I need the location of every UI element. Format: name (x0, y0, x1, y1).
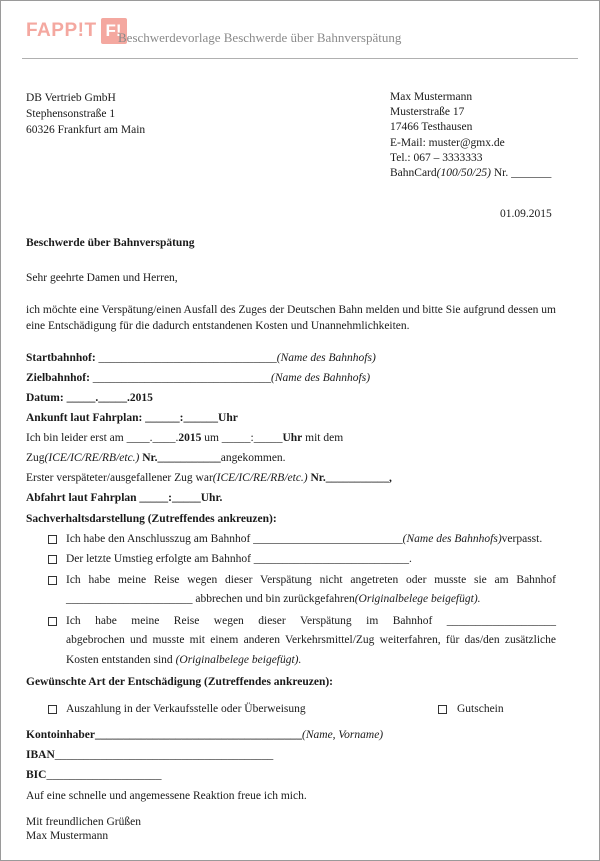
date-row[interactable]: Datum: _____._____.2015 (26, 392, 153, 404)
option-other-transport-text-1: Ich habe meine Reise wegen dieser Verspätung im Bahnhof ___________________ (66, 615, 556, 627)
sender-street: Musterstraße 17 (390, 106, 465, 119)
checkbox[interactable] (48, 555, 57, 564)
bic-row[interactable]: BIC____________________ (26, 769, 162, 781)
recipient-line: Stephensonstraße 1 (26, 108, 116, 120)
account-holder-row[interactable]: Kontoinhaber____________________________________(Name, Vorname) (26, 729, 384, 741)
option-missed-connection-text: Ich habe den Anschlusszug am Bahnhof __________________________(Name des Bahnhofs)verpasst. (66, 533, 543, 545)
sender-name: Max Mustermann (390, 91, 473, 103)
checkbox[interactable] (48, 705, 57, 714)
actual-arrival-row[interactable]: Ich bin leider erst am ____.____.2015 um _____:_____Uhr mit dem (26, 432, 344, 444)
option-payout[interactable] (48, 703, 57, 715)
option-trip-cancelled[interactable] (48, 574, 57, 586)
checkbox[interactable] (48, 576, 57, 585)
option-other-transport-text-3: Kosten entstanden sind (Originalbelege beigefügt). (66, 654, 302, 666)
header-title: Beschwerdevorlage Beschwerde über Bahnverspätung (118, 30, 402, 45)
start-station-row: Startbahnhof: _______________________________(Name des Bahnhofs) (26, 352, 376, 364)
start-station-blank[interactable]: _______________________________ (95, 352, 277, 364)
compensation-heading: Gewünschte Art der Entschädigung (Zutreffendes ankreuzen): (26, 676, 333, 688)
first-delayed-train-row[interactable]: Erster verspäteter/ausgefallener Zug war(ICE/IC/RE/RB/etc.) Nr.___________, (26, 472, 392, 484)
option-other-transport-text-2: abgebrochen und musste mit einem anderen Verkehrsmittel/Zug weiterfahren, für das/den zusätzliche (66, 634, 556, 646)
logo (26, 16, 127, 46)
option-trip-cancelled-text-2: ______________________ abbrechen und bin zurückgefahren(Originalbelege beigefügt). (66, 593, 481, 605)
checkbox[interactable] (48, 535, 57, 544)
end-station-blank[interactable]: _______________________________ (89, 372, 272, 384)
option-other-transport[interactable] (48, 615, 57, 627)
sender-city: 17466 Testhausen (390, 121, 473, 134)
checkbox[interactable] (438, 705, 447, 714)
recipient-line: 60326 Frankfurt am Main (26, 124, 146, 136)
recipient-address (26, 90, 145, 138)
header-divider (22, 58, 578, 59)
sender-bahncard: BahnCard(100/50/25) Nr. _______ (390, 167, 552, 180)
sender-address (390, 90, 551, 181)
option-trip-cancelled-text-1: Ich habe meine Reise wegen dieser Verspätung nicht angetreten oder musste sie am Bahnhof (66, 574, 556, 586)
facts-heading: Sachverhaltsdarstellung (Zutreffendes ankreuzen): (26, 513, 277, 525)
letter-date: 01.09.2015 (500, 208, 552, 220)
arrival-schedule-row[interactable]: Ankunft laut Fahrplan: ______:______Uhr (26, 412, 238, 424)
option-voucher-text: Gutschein (457, 703, 504, 715)
sender-email: E-Mail: muster@gmx.de (390, 136, 505, 149)
logo-icon: F! (101, 18, 127, 44)
option-payout-text: Auszahlung in der Verkaufsstelle oder Überweisung (66, 703, 306, 715)
regards: Mit freundlichen Grüßen (26, 816, 141, 828)
recipient-line: DB Vertrieb GmbH (26, 92, 116, 104)
option-last-transfer[interactable] (48, 553, 57, 565)
train-row[interactable]: Zug(ICE/IC/RE/RB/etc.) Nr.___________angekommen. (26, 452, 286, 464)
closing-sentence: Auf eine schnelle und angemessene Reaktion freue ich mich. (26, 790, 307, 802)
option-voucher[interactable] (438, 703, 447, 715)
departure-schedule-row[interactable]: Abfahrt laut Fahrplan _____:_____Uhr. (26, 492, 223, 504)
logo-text: FAPP!T (26, 20, 97, 41)
intro-paragraph: ich möchte eine Verspätung/einen Ausfall des Zuges der Deutschen Bahn melden und bitte Sie aufgrund dessen um eine Entschädigung für die dadurch entstandenen Kosten und Unannehmlichkeiten. (26, 304, 556, 332)
option-missed-connection[interactable] (48, 533, 57, 545)
subject: Beschwerde über Bahnverspätung (26, 237, 195, 249)
checkbox[interactable] (48, 617, 57, 626)
greeting: Sehr geehrte Damen und Herren, (26, 272, 178, 284)
iban-row[interactable]: IBAN______________________________________ (26, 749, 274, 761)
end-station-row: Zielbahnhof: _______________________________(Name des Bahnhofs) (26, 372, 371, 384)
signature-name: Max Mustermann (26, 830, 109, 842)
option-last-transfer-text: Der letzte Umstieg erfolgte am Bahnhof ___________________________. (66, 553, 412, 565)
sender-tel: Tel.: 067 – 3333333 (390, 151, 483, 164)
